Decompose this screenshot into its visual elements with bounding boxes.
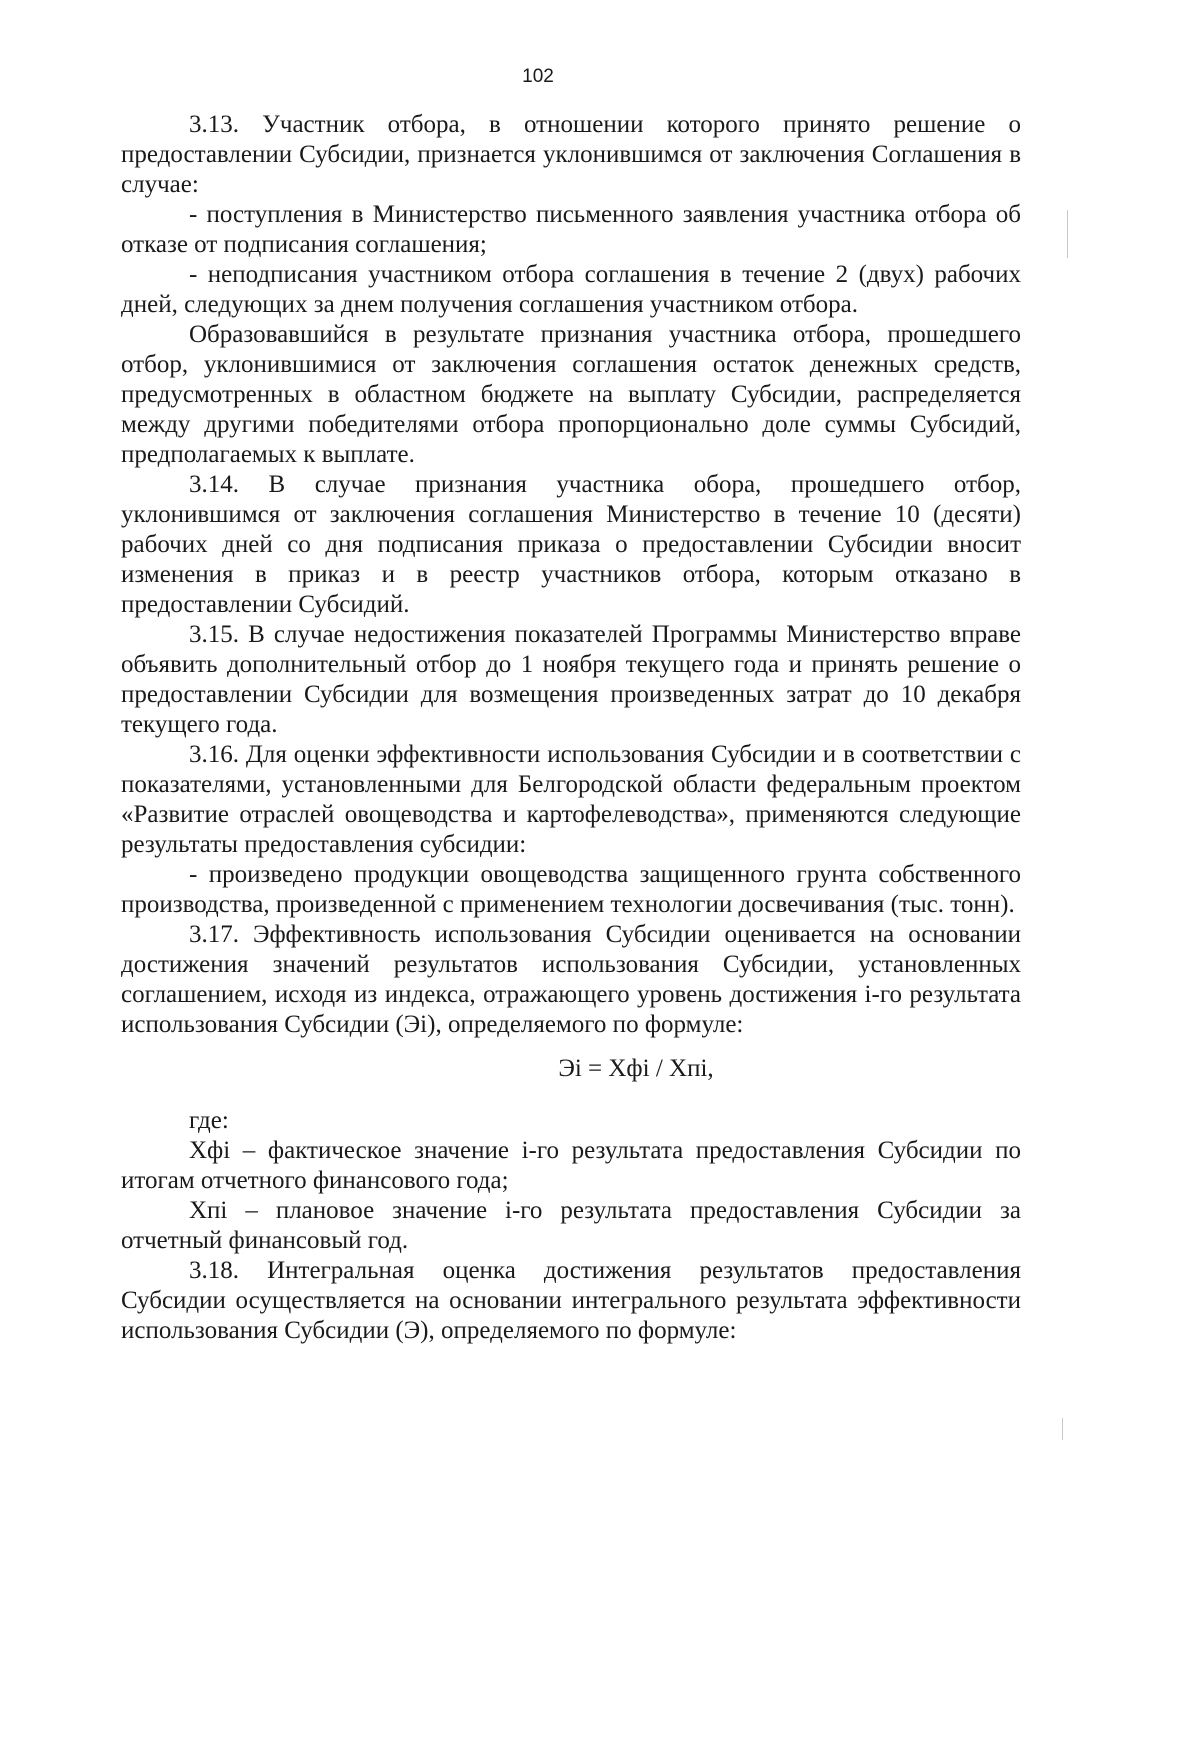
paragraph-not-signed: - неподписания участником отбора соглашения в течение 2 (двух) рабочих дней, следующих за днем получения соглашения участником отбора. xyxy=(121,261,1021,318)
paragraph-3-13: 3.13. Участник отбора, в отношении которого принято решение о предоставлении Субсидии, признается уклонившимся от заключения Соглашения в случае: xyxy=(121,111,1021,198)
paragraph-3-17: 3.17. Эффективность использования Субсидии оценивается на основании достижения значений результатов использования Субсидии, установленных соглашением, исходя из индекса, отражающего уровень достижения i-го результата использования Субсидии (Эi), определяемого по формуле: xyxy=(121,921,1021,1038)
document-body xyxy=(121,110,1021,1346)
page-number: 102 xyxy=(522,66,554,87)
scan-edge-mark xyxy=(1067,210,1068,258)
paragraph-remaining-funds: Образовавшийся в результате признания участника отбора, прошедшего отбор, уклонившимися от заключения соглашения остаток денежных средств, предусмотренных в областном бюджете на выплату Субсидии, распределяется между другими победителями отбора пропорционально доле суммы Субсидий, предполагаемых к выплате. xyxy=(121,321,1021,468)
paragraph-refusal-statement: - поступления в Министерство письменного заявления участника отбора об отказе от подписания соглашения; xyxy=(121,201,1021,258)
paragraph-actual-value: Xфi – фактическое значение i-го результата предоставления Субсидии по итогам отчетного финансового года; xyxy=(121,1137,1021,1194)
paragraph-planned-value: Xпi – плановое значение i-го результата предоставления Субсидии за отчетный финансовый год. xyxy=(121,1197,1021,1254)
paragraph-3-15: 3.15. В случае недостижения показателей Программы Министерство вправе объявить дополнительный отбор до 1 ноября текущего года и принять решение о предоставлении Субсидии для возмещения произведенных затрат до 10 декабря текущего года. xyxy=(121,621,1021,738)
paragraph-3-14: 3.14. В случае признания участника обора, прошедшего отбор, уклонившимся от заключения соглашения Министерство в течение 10 (десяти) рабочих дней со дня подписания приказа о предоставлении Субсидии вносит изменения в приказ и в реестр участников отбора, которым отказано в предоставлении Субсидий. xyxy=(121,471,1021,618)
paragraph-where: где: xyxy=(189,1107,229,1134)
formula-efficiency-index: Эi = Xфi / Xпi, xyxy=(558,1055,714,1082)
paragraph-3-16: 3.16. Для оценки эффективности использования Субсидии и в соответствии с показателями, установленными для Белгородской области федеральным проектом «Развитие отраслей овощеводства и картофелеводства», применяются следующие результаты предоставления субсидии: xyxy=(121,741,1021,858)
scan-edge-mark xyxy=(1062,1418,1063,1440)
paragraph-3-18: 3.18. Интегральная оценка достижения результатов предоставления Субсидии осуществляется на основании интегрального результата эффективности использования Субсидии (Э), определяемого по формуле: xyxy=(121,1257,1021,1344)
paragraph-result-produced: - произведено продукции овощеводства защищенного грунта собственного производства, произведенной с применением технологии досвечивания (тыс. тонн). xyxy=(121,861,1021,918)
